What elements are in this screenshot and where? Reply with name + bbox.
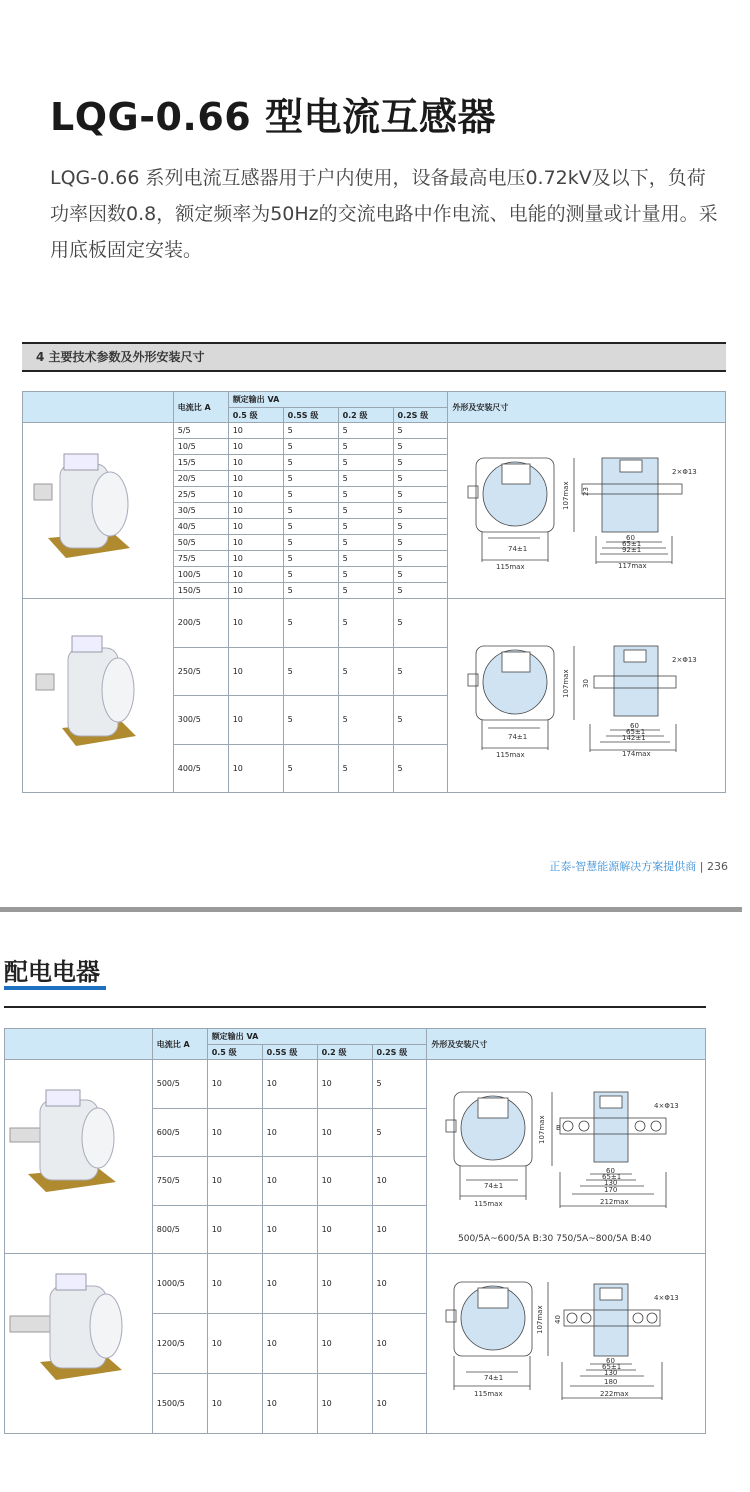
output-cell: 5 xyxy=(338,439,393,455)
dims-header: 外形及安装尺寸 xyxy=(448,392,726,423)
class-header: 0.5 级 xyxy=(207,1045,262,1060)
output-cell: 10 xyxy=(228,519,283,535)
intro-paragraph: LQG-0.66 系列电流互感器用于户内使用，设备最高电压0.72kV及以下，负荷功率因数0.8，额定频率为50Hz的交流电路中作电流、电能的测量或计量用。采用底板固定安装。 xyxy=(50,167,718,261)
dim-label: 65±1 xyxy=(602,1173,622,1181)
class-header: 0.5 级 xyxy=(228,408,283,423)
output-cell: 5 xyxy=(283,567,338,583)
output-cell: 5 xyxy=(283,647,338,696)
dim-label: 107max xyxy=(538,1115,546,1144)
ratio-cell: 600/5 xyxy=(152,1108,207,1157)
output-cell: 5 xyxy=(283,503,338,519)
section-title-underline xyxy=(4,986,106,990)
ratio-cell: 1200/5 xyxy=(152,1314,207,1374)
output-cell: 5 xyxy=(283,599,338,648)
dim-label: 60 xyxy=(606,1167,615,1175)
ratio-cell: 1500/5 xyxy=(152,1374,207,1434)
output-cell: 5 xyxy=(393,503,448,519)
output-cell: 10 xyxy=(372,1157,427,1206)
output-cell: 5 xyxy=(338,503,393,519)
output-cell: 5 xyxy=(393,519,448,535)
table-row xyxy=(23,423,726,439)
output-cell: 5 xyxy=(283,583,338,599)
output-cell: 5 xyxy=(338,535,393,551)
output-cell: 10 xyxy=(207,1314,262,1374)
dimension-drawing-2 xyxy=(462,640,697,762)
output-cell: 5 xyxy=(338,647,393,696)
class-header: 0.5S 级 xyxy=(283,408,338,423)
output-cell: 5 xyxy=(283,455,338,471)
ratio-cell: 10/5 xyxy=(173,439,228,455)
dim-label: 74±1 xyxy=(508,733,528,741)
output-cell: 5 xyxy=(283,744,338,793)
output-cell: 5 xyxy=(393,647,448,696)
output-cell: 5 xyxy=(393,471,448,487)
dim-label: 142±1 xyxy=(622,734,646,742)
output-cell: 10 xyxy=(228,551,283,567)
output-cell: 5 xyxy=(393,696,448,745)
output-cell: 10 xyxy=(262,1205,317,1254)
dim-label: 174max xyxy=(622,750,651,758)
section-heading: 4 主要技术参数及外形安装尺寸 xyxy=(36,350,205,364)
dimension-drawing-1 xyxy=(462,452,697,574)
section-title: 配电电器 xyxy=(4,958,100,986)
output-cell: 10 xyxy=(228,487,283,503)
ratio-cell: 5/5 xyxy=(173,423,228,439)
output-cell: 10 xyxy=(372,1374,427,1434)
ratio-cell: 1000/5 xyxy=(152,1254,207,1314)
dim-label: 65±1 xyxy=(622,540,642,548)
ratio-cell: 75/5 xyxy=(173,551,228,567)
dim-label: 30 xyxy=(582,679,590,688)
output-cell: 10 xyxy=(262,1060,317,1109)
output-cell: 5 xyxy=(338,744,393,793)
footer-brand: 正泰-智慧能源解决方案提供商 xyxy=(549,860,697,873)
output-cell: 5 xyxy=(393,455,448,471)
ratio-cell: 100/5 xyxy=(173,567,228,583)
output-cell: 5 xyxy=(283,439,338,455)
output-cell: 5 xyxy=(283,519,338,535)
output-cell: 5 xyxy=(393,487,448,503)
class-header: 0.2 级 xyxy=(317,1045,372,1060)
output-cell: 5 xyxy=(393,535,448,551)
dim-label: 74±1 xyxy=(508,545,528,553)
output-cell: 10 xyxy=(228,567,283,583)
output-cell: 10 xyxy=(262,1374,317,1434)
dim-label: 4×Φ13 xyxy=(654,1102,679,1110)
output-cell: 5 xyxy=(393,423,448,439)
output-cell: 5 xyxy=(338,567,393,583)
dim-label: 115max xyxy=(496,563,525,571)
output-cell: 10 xyxy=(228,599,283,648)
ratio-cell: 750/5 xyxy=(152,1157,207,1206)
ratio-cell: 50/5 xyxy=(173,535,228,551)
output-cell: 5 xyxy=(338,471,393,487)
output-cell: 5 xyxy=(338,696,393,745)
output-cell: 5 xyxy=(393,439,448,455)
output-cell: 5 xyxy=(283,423,338,439)
ratio-cell: 300/5 xyxy=(173,696,228,745)
output-cell: 10 xyxy=(228,455,283,471)
output-cell: 5 xyxy=(393,744,448,793)
output-cell: 10 xyxy=(207,1060,262,1109)
ratio-cell: 500/5 xyxy=(152,1060,207,1109)
photo-header xyxy=(5,1029,153,1060)
transformer-photo-large xyxy=(6,1088,136,1198)
output-cell: 10 xyxy=(262,1157,317,1206)
output-cell: 10 xyxy=(228,647,283,696)
dim-label: B xyxy=(556,1124,561,1132)
ratio-cell: 250/5 xyxy=(173,647,228,696)
output-cell: 10 xyxy=(207,1108,262,1157)
dims-header: 外形及安装尺寸 xyxy=(427,1029,706,1060)
output-cell: 5 xyxy=(283,471,338,487)
transformer-photo-xlarge xyxy=(6,1270,136,1388)
class-header: 0.5S 级 xyxy=(262,1045,317,1060)
dim-label: 74±1 xyxy=(484,1182,504,1190)
dim-label: 117max xyxy=(618,562,647,570)
dim-label: 60 xyxy=(630,722,639,730)
dim-label: 212max xyxy=(600,1198,629,1206)
dim-label: 130 xyxy=(604,1179,618,1187)
output-cell: 5 xyxy=(338,599,393,648)
ratio-cell: 15/5 xyxy=(173,455,228,471)
rated-output-header: 额定输出 VA xyxy=(207,1029,427,1045)
dim-label: 2×Φ13 xyxy=(672,656,697,664)
dim-label: 65±1 xyxy=(602,1363,622,1371)
dim-label: 115max xyxy=(496,751,525,759)
dim-label: 40 xyxy=(554,1315,562,1324)
output-cell: 10 xyxy=(207,1374,262,1434)
output-cell: 5 xyxy=(338,519,393,535)
output-cell: 10 xyxy=(262,1254,317,1314)
ratio-cell: 800/5 xyxy=(152,1205,207,1254)
dim-label: 65±1 xyxy=(626,728,646,736)
output-cell: 10 xyxy=(317,1157,372,1206)
output-cell: 5 xyxy=(283,487,338,503)
dim-label: 60 xyxy=(626,534,635,542)
dim-label: 74±1 xyxy=(484,1374,504,1382)
ratio-header: 电流比 A xyxy=(152,1029,207,1060)
output-cell: 10 xyxy=(317,1060,372,1109)
dim-label: 92±1 xyxy=(622,546,642,554)
dim-label: 180 xyxy=(604,1378,618,1386)
output-cell: 5 xyxy=(393,599,448,648)
output-cell: 5 xyxy=(393,583,448,599)
class-header: 0.2S 级 xyxy=(393,408,448,423)
dim-label: 107max xyxy=(536,1305,544,1334)
dim-label: 115max xyxy=(474,1200,503,1208)
output-cell: 10 xyxy=(317,1254,372,1314)
dim-label: 23 xyxy=(582,487,590,496)
output-cell: 10 xyxy=(228,423,283,439)
output-cell: 10 xyxy=(228,744,283,793)
dim-label: 115max xyxy=(474,1390,503,1398)
transformer-photo-medium xyxy=(32,632,142,752)
output-cell: 5 xyxy=(283,696,338,745)
class-header: 0.2S 级 xyxy=(372,1045,427,1060)
section-rule xyxy=(4,1006,706,1008)
output-cell: 5 xyxy=(338,423,393,439)
output-cell: 10 xyxy=(228,535,283,551)
output-cell: 10 xyxy=(228,439,283,455)
output-cell: 10 xyxy=(207,1157,262,1206)
output-cell: 10 xyxy=(228,503,283,519)
photo-header xyxy=(23,392,174,423)
dim-label: 170 xyxy=(604,1186,618,1194)
output-cell: 10 xyxy=(317,1314,372,1374)
output-cell: 5 xyxy=(393,551,448,567)
output-cell: 10 xyxy=(372,1254,427,1314)
ratio-cell: 30/5 xyxy=(173,503,228,519)
output-cell: 10 xyxy=(372,1314,427,1374)
output-cell: 10 xyxy=(207,1254,262,1314)
output-cell: 10 xyxy=(228,583,283,599)
output-cell: 10 xyxy=(372,1205,427,1254)
model-note: 500/5A~600/5A B:30 750/5A~800/5A B:40 xyxy=(458,1234,652,1244)
page-footer: 正泰-智慧能源解决方案提供商 | 236 xyxy=(549,860,728,873)
output-cell: 5 xyxy=(338,583,393,599)
ratio-cell: 400/5 xyxy=(173,744,228,793)
page-number: 236 xyxy=(707,860,728,873)
dimension-drawing-3 xyxy=(440,1088,690,1216)
class-header: 0.2 级 xyxy=(338,408,393,423)
output-cell: 10 xyxy=(262,1314,317,1374)
dim-label: 2×Φ13 xyxy=(672,468,697,476)
output-cell: 5 xyxy=(283,535,338,551)
output-cell: 10 xyxy=(228,471,283,487)
ratio-cell: 150/5 xyxy=(173,583,228,599)
output-cell: 5 xyxy=(372,1108,427,1157)
ratio-header: 电流比 A xyxy=(173,392,228,423)
output-cell: 5 xyxy=(338,455,393,471)
output-cell: 5 xyxy=(393,567,448,583)
output-cell: 10 xyxy=(262,1108,317,1157)
dimension-drawing-4 xyxy=(440,1276,690,1410)
rated-output-header: 额定输出 VA xyxy=(228,392,448,408)
dim-label: 4×Φ13 xyxy=(654,1294,679,1302)
output-cell: 10 xyxy=(317,1205,372,1254)
ratio-cell: 200/5 xyxy=(173,599,228,648)
dim-label: 222max xyxy=(600,1390,629,1398)
page-title: LQG-0.66 型电流互感器 xyxy=(50,95,496,139)
transformer-photo-small xyxy=(32,450,142,565)
ratio-cell: 40/5 xyxy=(173,519,228,535)
ratio-cell: 20/5 xyxy=(173,471,228,487)
output-cell: 10 xyxy=(207,1205,262,1254)
output-cell: 5 xyxy=(283,551,338,567)
dim-label: 60 xyxy=(606,1357,615,1365)
output-cell: 5 xyxy=(372,1060,427,1109)
output-cell: 10 xyxy=(228,696,283,745)
ratio-cell: 25/5 xyxy=(173,487,228,503)
output-cell: 10 xyxy=(317,1108,372,1157)
dim-label: 107max xyxy=(562,481,570,510)
dim-label: 130 xyxy=(604,1369,618,1377)
output-cell: 5 xyxy=(338,551,393,567)
output-cell: 5 xyxy=(338,487,393,503)
page-divider xyxy=(0,907,742,912)
output-cell: 10 xyxy=(317,1374,372,1434)
dim-label: 107max xyxy=(562,669,570,698)
section-heading-bar xyxy=(22,342,726,372)
